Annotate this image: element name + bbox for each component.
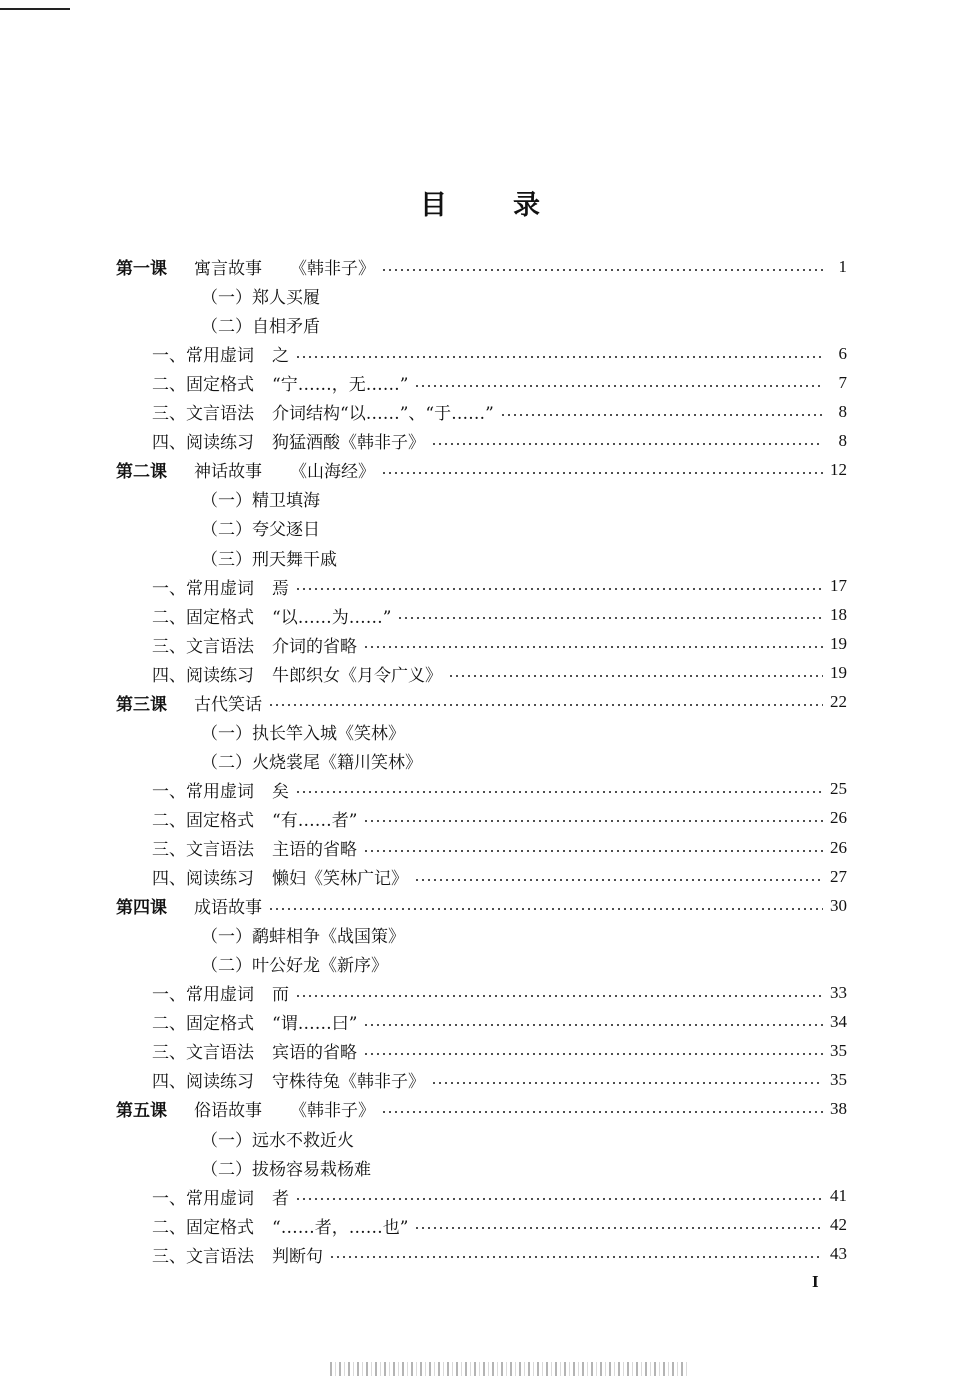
leader-dots bbox=[431, 1082, 823, 1084]
section-label: 一、常用虚词 bbox=[152, 578, 254, 599]
lesson-label: 第一课 bbox=[116, 259, 167, 279]
story-title: （二）火烧裳尾《籍川笑林》 bbox=[201, 752, 422, 773]
section-label: 二、固定格式 bbox=[152, 1014, 254, 1035]
leader-dots bbox=[295, 995, 823, 997]
page-title: 目录 bbox=[420, 190, 606, 221]
leader-dots bbox=[381, 472, 823, 474]
section-label: 三、文言语法 bbox=[152, 1043, 254, 1064]
toc-story-row bbox=[201, 1124, 847, 1153]
leader-dots bbox=[295, 1198, 823, 1200]
section-label: 三、文言语法 bbox=[152, 840, 254, 860]
section-topic: 焉 bbox=[272, 578, 289, 599]
toc-story-row bbox=[201, 543, 847, 572]
toc-story-row bbox=[201, 310, 847, 339]
section-page: 8 bbox=[838, 430, 847, 450]
lesson-topic: 神话故事 bbox=[194, 462, 262, 483]
section-page: 18 bbox=[830, 605, 847, 625]
section-topic: 懒妇《笑林广记》 bbox=[272, 869, 408, 890]
section-topic: 介词的省略 bbox=[272, 636, 357, 657]
section-page: 34 bbox=[830, 1011, 847, 1031]
section-page: 35 bbox=[830, 1040, 847, 1060]
toc-story-row bbox=[201, 920, 847, 949]
section-topic: “宁……，无……” bbox=[272, 375, 409, 396]
story-title: （一）精卫填海 bbox=[201, 491, 320, 512]
scan-edge-line bbox=[0, 8, 70, 10]
section-page: 8 bbox=[838, 401, 847, 421]
lesson-source: 《韩非子》 bbox=[290, 259, 375, 279]
section-topic: 之 bbox=[272, 346, 289, 367]
toc-section-row bbox=[152, 804, 847, 833]
section-label: 四、阅读练习 bbox=[152, 1072, 254, 1093]
toc-section-row bbox=[152, 1211, 847, 1240]
section-topic: 判断句 bbox=[272, 1246, 323, 1267]
story-title: （三）刑天舞干戚 bbox=[201, 549, 337, 570]
section-label: 二、固定格式 bbox=[152, 810, 254, 831]
toc-section-row bbox=[152, 601, 847, 630]
section-page: 43 bbox=[830, 1244, 847, 1264]
section-label: 一、常用虚词 bbox=[152, 985, 254, 1006]
leader-dots bbox=[431, 443, 823, 445]
section-label: 四、阅读练习 bbox=[152, 433, 254, 454]
section-topic: 介词结构“以……”、“于……” bbox=[272, 404, 494, 425]
story-title: （二）自相矛盾 bbox=[201, 317, 320, 338]
lesson-page: 22 bbox=[830, 692, 847, 712]
leader-dots bbox=[414, 1227, 823, 1229]
leader-dots bbox=[329, 1256, 823, 1258]
lesson-label: 第五课 bbox=[116, 1101, 167, 1122]
page-number: I bbox=[812, 1272, 819, 1291]
toc-story-row bbox=[201, 949, 847, 978]
toc-section-row bbox=[152, 1240, 847, 1269]
story-title: （二）夸父逐日 bbox=[201, 520, 320, 541]
lesson-topic: 古代笑话 bbox=[194, 694, 262, 715]
section-page: 41 bbox=[830, 1186, 847, 1206]
leader-dots bbox=[363, 820, 823, 822]
lesson-label: 第四课 bbox=[116, 898, 167, 919]
lesson-page: 38 bbox=[830, 1098, 847, 1118]
leader-dots bbox=[363, 850, 823, 852]
toc-lesson-row bbox=[116, 252, 847, 281]
section-page: 33 bbox=[830, 982, 847, 1002]
toc-section-row bbox=[152, 659, 847, 688]
section-topic: “有……者” bbox=[272, 810, 358, 831]
leader-dots bbox=[295, 588, 823, 590]
toc-section-row bbox=[152, 978, 847, 1007]
story-title: （一）郑人买履 bbox=[201, 288, 320, 309]
toc-lesson-row bbox=[116, 891, 847, 920]
lesson-topic: 成语故事 bbox=[194, 898, 262, 919]
toc-lesson-row bbox=[116, 688, 847, 717]
toc-section-row bbox=[152, 630, 847, 659]
section-label: 一、常用虚词 bbox=[152, 1188, 254, 1209]
section-page: 25 bbox=[830, 779, 847, 799]
leader-dots bbox=[397, 617, 823, 619]
toc-section-row bbox=[152, 775, 847, 804]
section-page: 17 bbox=[830, 576, 847, 596]
story-title: （一）远水不救近火 bbox=[201, 1130, 354, 1151]
leader-dots bbox=[381, 1111, 823, 1113]
leader-dots bbox=[363, 1024, 823, 1026]
section-topic: 矣 bbox=[272, 781, 289, 802]
story-title: （二）拔杨容易栽杨难 bbox=[201, 1159, 371, 1180]
section-label: 四、阅读练习 bbox=[152, 869, 254, 890]
section-topic: 者 bbox=[272, 1188, 289, 1209]
lesson-page: 30 bbox=[830, 895, 847, 915]
section-page: 26 bbox=[830, 837, 847, 857]
toc-section-row bbox=[152, 1182, 847, 1211]
section-page: 42 bbox=[830, 1215, 847, 1235]
section-page: 35 bbox=[830, 1069, 847, 1089]
leader-dots bbox=[295, 356, 823, 358]
lesson-page: 1 bbox=[838, 256, 847, 276]
lesson-source: 《韩非子》 bbox=[290, 1101, 375, 1122]
section-page: 19 bbox=[830, 663, 847, 683]
section-label: 二、固定格式 bbox=[152, 607, 254, 628]
lesson-label: 第三课 bbox=[116, 694, 167, 715]
toc-section-row bbox=[152, 397, 847, 426]
section-label: 二、固定格式 bbox=[152, 375, 254, 396]
section-label: 三、文言语法 bbox=[152, 404, 254, 425]
lesson-page: 12 bbox=[830, 459, 847, 479]
toc-section-row bbox=[152, 1036, 847, 1065]
section-topic: 而 bbox=[272, 985, 289, 1006]
section-label: 二、固定格式 bbox=[152, 1217, 254, 1238]
section-page: 6 bbox=[838, 343, 847, 363]
toc-section-row bbox=[152, 1007, 847, 1036]
section-page: 7 bbox=[838, 372, 847, 392]
toc-story-row bbox=[201, 1153, 847, 1182]
leader-dots bbox=[381, 269, 823, 271]
toc-story-row bbox=[201, 513, 847, 542]
lesson-source: 《山海经》 bbox=[290, 462, 375, 483]
toc-story-row bbox=[201, 717, 847, 746]
toc-section-row bbox=[152, 833, 847, 862]
leader-dots bbox=[414, 385, 823, 387]
section-topic: “谓……曰” bbox=[272, 1014, 358, 1035]
leader-dots bbox=[268, 908, 823, 910]
section-topic: 主语的省略 bbox=[272, 840, 357, 860]
toc-section-row bbox=[152, 1065, 847, 1094]
leader-dots bbox=[363, 646, 823, 648]
toc-story-row bbox=[201, 281, 847, 310]
toc-lesson-row bbox=[116, 455, 847, 484]
toc-section-row bbox=[152, 339, 847, 368]
lesson-topic: 俗语故事 bbox=[194, 1101, 262, 1122]
story-title: （一）鹬蚌相争《战国策》 bbox=[201, 927, 405, 948]
section-topic: 狗猛酒酸《韩非子》 bbox=[272, 433, 425, 454]
leader-dots bbox=[295, 791, 823, 793]
lesson-topic: 寓言故事 bbox=[194, 259, 262, 279]
scan-artifact-marks bbox=[330, 1362, 690, 1376]
toc-story-row bbox=[201, 484, 847, 513]
section-label: 三、文言语法 bbox=[152, 1246, 254, 1267]
section-page: 26 bbox=[830, 808, 847, 828]
section-page: 19 bbox=[830, 634, 847, 654]
section-topic: “……者，……也” bbox=[272, 1217, 409, 1238]
section-label: 一、常用虚词 bbox=[152, 781, 254, 802]
toc-section-row bbox=[152, 368, 847, 397]
section-topic: 守株待兔《韩非子》 bbox=[272, 1072, 425, 1093]
toc-lesson-row bbox=[116, 1094, 847, 1123]
leader-dots bbox=[414, 879, 823, 881]
section-topic: 牛郎织女《月令广义》 bbox=[272, 665, 442, 686]
section-page: 27 bbox=[830, 866, 847, 886]
story-title: （一）执长竿入城《笑林》 bbox=[201, 723, 405, 744]
lesson-label: 第二课 bbox=[116, 462, 167, 483]
toc-story-row bbox=[201, 746, 847, 775]
toc-section-row bbox=[152, 862, 847, 891]
section-topic: 宾语的省略 bbox=[272, 1043, 357, 1064]
leader-dots bbox=[500, 414, 823, 416]
section-label: 三、文言语法 bbox=[152, 636, 254, 657]
leader-dots bbox=[363, 1053, 823, 1055]
section-label: 一、常用虚词 bbox=[152, 346, 254, 367]
toc-section-row bbox=[152, 572, 847, 601]
leader-dots bbox=[268, 704, 823, 706]
section-label: 四、阅读练习 bbox=[152, 665, 254, 686]
toc-section-row bbox=[152, 426, 847, 455]
story-title: （二）叶公好龙《新序》 bbox=[201, 956, 388, 977]
section-topic: “以……为……” bbox=[272, 607, 392, 628]
leader-dots bbox=[448, 675, 823, 677]
